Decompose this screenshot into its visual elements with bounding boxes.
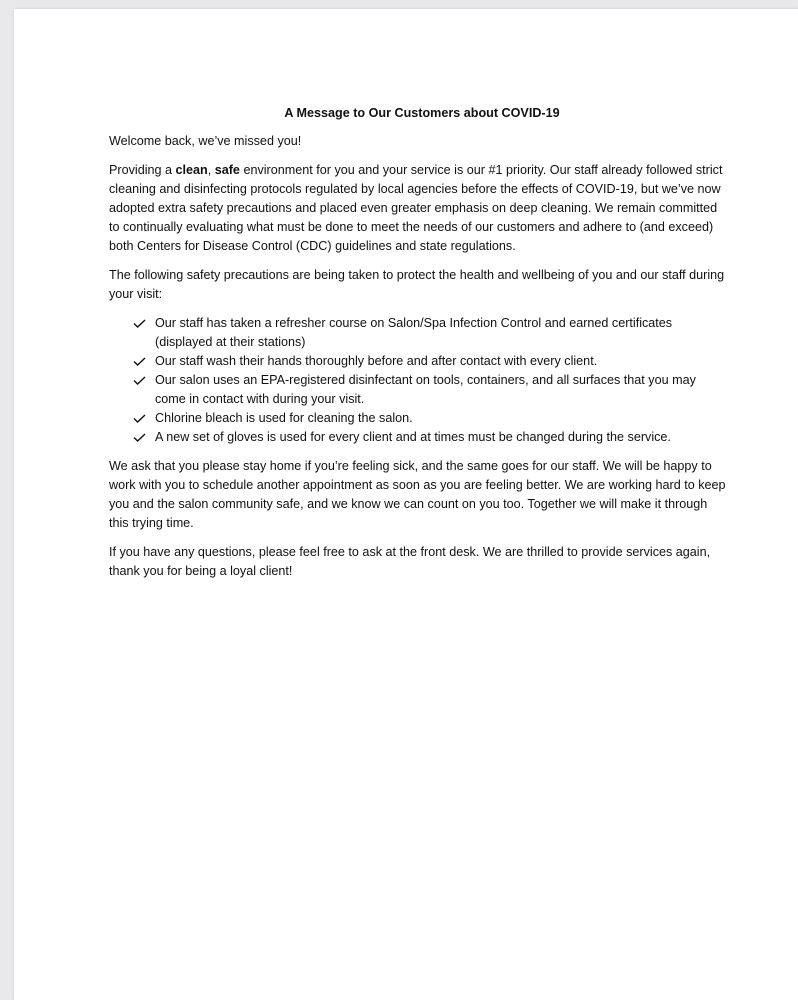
list-item: [109, 371, 729, 409]
document-title: A Message to Our Customers about COVID-19: [284, 106, 560, 120]
request-paragraph: We ask that you please stay home if you’re feeling sick, and the same goes for our staff. We will be happy to work with you to schedule another appointment as soon as you are feeling better. We are working hard to keep you and the salon community safe, and we know we can count on you too. Together we will make it through this trying time.: [109, 459, 726, 530]
check-icon: [133, 414, 146, 423]
list-item: [109, 428, 729, 447]
document-body: [109, 104, 729, 591]
list-item: [109, 409, 729, 428]
list-item-text: Chlorine bleach is used for cleaning the salon.: [155, 411, 413, 425]
check-icon: [133, 376, 146, 385]
list-item-text: Our salon uses an EPA-registered disinfectant on tools, containers, and all surfaces that you may come in contact with during your visit.: [155, 373, 696, 406]
check-icon: [133, 433, 146, 442]
check-icon: [133, 357, 146, 366]
intro-bold-safe: safe: [214, 163, 240, 177]
intro-sep: ,: [207, 163, 215, 177]
list-item-text: A new set of gloves is used for every client and at times must be changed during the service.: [155, 430, 671, 444]
list-item: [109, 352, 729, 371]
closing-paragraph: If you have any questions, please feel free to ask at the front desk. We are thrilled to provide services again, thank you for being a loyal client!: [109, 545, 711, 578]
check-icon: [133, 319, 146, 328]
list-item: [109, 314, 729, 352]
list-item-text: Our staff has taken a refresher course on Salon/Spa Infection Control and earned certificates (displayed at their stations): [155, 316, 673, 349]
intro-rest: environment for you and your service is our #1 priority. Our staff already followed strict cleaning and disinfecting protocols regulated by local agencies before the effects of COVID-19, but we’ve now adopted extra safety precautions and placed even greater emphasis on deep cleaning. We remain committed to continually evaluating what must be done to meet the needs of our customers and adhere to (and exceed) both Centers for Disease Control (CDC) guidelines and state regulations.: [109, 163, 723, 253]
document-page: [14, 9, 798, 1000]
precautions-intro-paragraph: The following safety precautions are being taken to protect the health and wellbeing of you and our staff during your visit:: [109, 268, 725, 301]
precautions-list: [109, 314, 729, 447]
intro-paragraph: [109, 161, 729, 256]
intro-lead: Providing a: [109, 163, 176, 177]
list-item-text: Our staff wash their hands thoroughly before and after contact with every client.: [155, 354, 598, 368]
greeting-paragraph: Welcome back, we’ve missed you!: [109, 134, 302, 148]
intro-bold-clean: clean: [175, 163, 208, 177]
